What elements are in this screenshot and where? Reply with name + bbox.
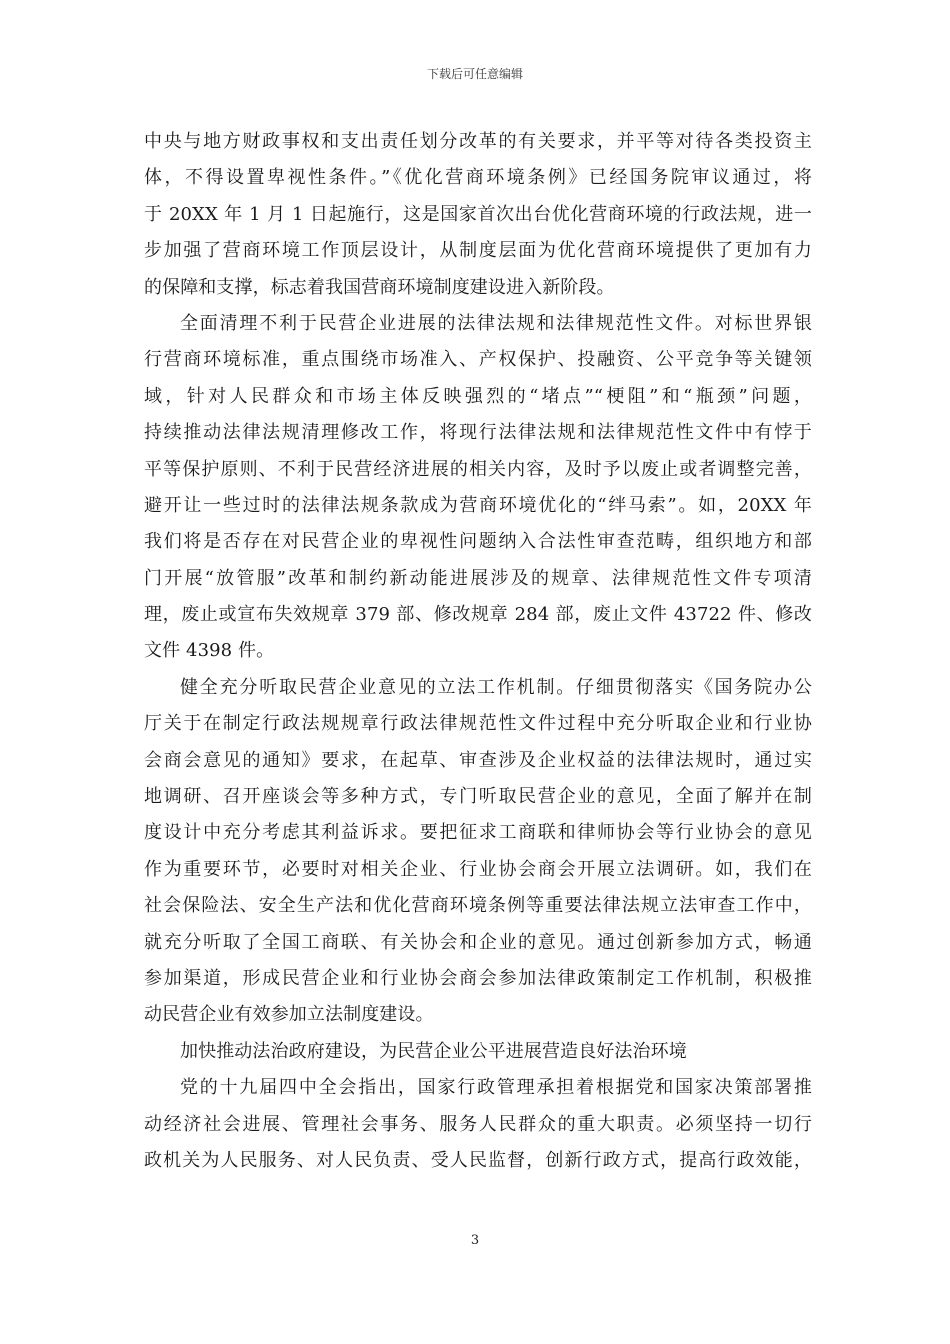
text-line: 的保障和支撑，标志着我国营商环境制度建设进入新阶段。 (144, 276, 615, 298)
text-line: 于 20XX 年 1 月 1 日起施行，这是国家首次出台优化营商环境的行政法规，进一 (144, 203, 812, 225)
text-line: 度设计中充分考虑其利益诉求。要把征求工商联和律师协会等行业协会的意见 (144, 822, 812, 844)
text-line: 厅关于在制定行政法规规章行政法律规范性文件过程中充分听取企业和行业协 (144, 713, 812, 735)
text-line: 社会保险法、安全生产法和优化营商环境条例等重要法律法规立法审查工作中， (144, 895, 812, 917)
text-line: 会商会意见的通知》要求，在起草、审查涉及企业权益的法律法规时，通过实 (144, 749, 812, 771)
page-number: 3 (470, 1233, 480, 1248)
text-line: 动经济社会进展、管理社会事务、服务人民群众的重大职责。必须坚持一切行 (144, 1113, 812, 1135)
section-heading: 加快推动法治政府建设，为民营企业公平进展营造良好法治环境 (180, 1040, 687, 1062)
text-line: 政机关为人民服务、对人民负责、受人民监督，创新行政方式，提高行政效能， (144, 1149, 812, 1171)
text-line: 步加强了营商环境工作顶层设计，从制度层面为优化营商环境提供了更加有力 (144, 240, 812, 262)
text-line: 持续推动法律法规清理修改工作，将现行法律法规和法律规范性文件中有悖于 (144, 422, 812, 444)
text-line: 理，废止或宣布失效规章 379 部、修改规章 284 部，废止文件 43722 件、修改 (144, 604, 812, 626)
text-line: 避开让一些过时的法律法规条款成为营商环境优化的“绊马索”。如，20XX 年 (144, 494, 812, 516)
paragraph-first-line: 全面清理不利于民营企业进展的法律法规和法律规范性文件。对标世界银 (180, 312, 812, 334)
text-line: 门开展“放管服”改革和制约新动能进展涉及的规章、法律规范性文件专项清 (144, 567, 812, 589)
page-header: 下载后可任意编辑 (426, 67, 523, 81)
text-line: 作为重要环节，必要时对相关企业、行业协会商会开展立法调研。如，我们在 (144, 858, 812, 880)
text-line: 动民营企业有效参加立法制度建设。 (144, 1004, 434, 1026)
text-line: 参加渠道，形成民营企业和行业协会商会参加法律政策制定工作机制，积极推 (144, 967, 812, 989)
document-body (144, 124, 812, 1179)
text-line: 文件 4398 件。 (144, 640, 275, 662)
paragraph-first-line: 党的十九届四中全会指出，国家行政管理承担着根据党和国家决策部署推 (180, 1077, 812, 1099)
text-line: 平等保护原则、不利于民营经济进展的相关内容，及时予以废止或者调整完善， (144, 458, 812, 480)
text-line: 地调研、召开座谈会等多种方式，专门听取民营企业的意见，全面了解并在制 (144, 786, 812, 808)
text-line: 行营商环境标准，重点围绕市场准入、产权保护、投融资、公平竞争等关键领 (144, 349, 812, 371)
text-line: 体，不得设置卑视性条件。”《优化营商环境条例》已经国务院审议通过，将 (144, 167, 812, 189)
text-line: 我们将是否存在对民营企业的卑视性问题纳入合法性审查范畴，组织地方和部 (144, 531, 812, 553)
text-line: 就充分听取了全国工商联、有关协会和企业的意见。通过创新参加方式，畅通 (144, 931, 812, 953)
text-line: 中央与地方财政事权和支出责任划分改革的有关要求，并平等对待各类投资主 (144, 131, 812, 152)
paragraph-first-line: 健全充分听取民营企业意见的立法工作机制。仔细贯彻落实《国务院办公 (180, 676, 812, 698)
text-line: 域，针对人民群众和市场主体反映强烈的“堵点”“梗阻”和“瓶颈”问题， (144, 385, 812, 407)
